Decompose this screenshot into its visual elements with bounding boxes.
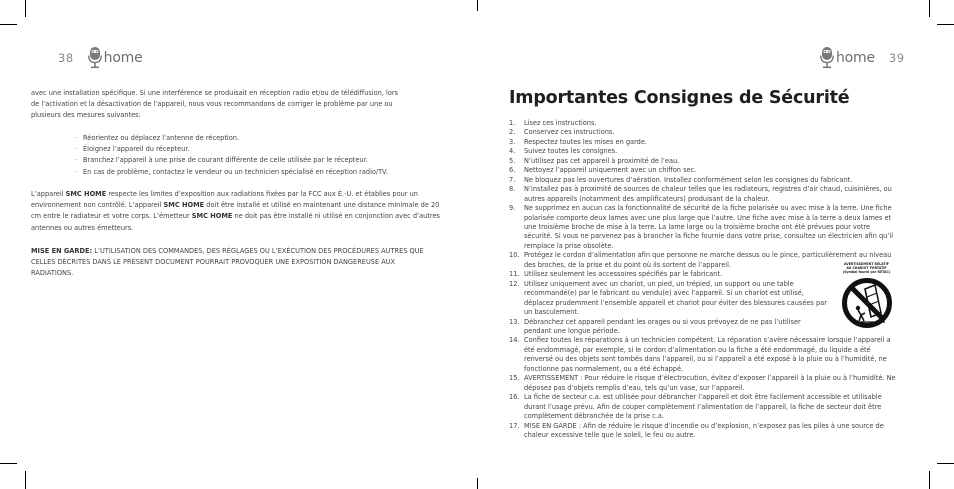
caution-text: L’UTILISATION DES COMMANDES, DES RÉGLAGES OU L’EXÉCUTION DES PROCÉDURES AUTRES QUE CELLES DÉCRITES DANS LE PRÉSENT DOCUMENT POURRAIT PROVOQUER UNE EXPOSITION DANGEREUSE AUX RADIATIONS. xyxy=(31,247,424,278)
fcc-text: L’appareil xyxy=(31,190,66,198)
measures-list xyxy=(75,133,455,178)
microphone-logo-icon xyxy=(88,47,102,69)
bullet-item: · En cas de problème, contactez le vendeur ou un technicien spécialisé en réception radio/TV. xyxy=(75,167,455,178)
caution-paragraph xyxy=(31,246,431,280)
list-item: 10. Protégez le cordon d’alimentation afin que personne ne marche dessus ou le pince, particulièrement au niveau des broches, de la prise et du point où ils sortent de l’appareil. xyxy=(509,251,892,269)
list-item: 12. Utilisez uniquement avec un chariot, un pied, un trépied, un support ou une table recommandé(e) par le fabricant ou vendu(e) avec l’appareil. Si un chariot est utilisé, déplacez prudemment l’ensemble appareil et chariot pour éviter des blessures causées par un basculement. xyxy=(509,279,827,317)
fcc-text: doit être installé et utilisé en maintenant une distance minimale de 20 cm entre le radiateur et votre corps. L’émetteur xyxy=(31,201,440,221)
list-item: 8. N’installez pas à proximité de sources de chaleur telles que les radiateurs, registres d’air chaud, cuisinières, ou autres appareils (notamment des amplificateurs) produisant de la chaleur. xyxy=(509,185,892,203)
list-item: 11. Utilisez seulement les accessoires spécifiés par le fabricant. xyxy=(509,270,723,279)
list-item: 16. La fiche de secteur c.a. est utilisée pour débrancher l’appareil et doit être facilement accessible et utilisable durant l’usage prévu. Afin de couper complètement l’alimentation de l’appareil, la fiche de secteur doit être complètement débranchée de la prise c.a. xyxy=(509,393,882,421)
list-item: 15. AVERTISSEMENT : Pour réduire le risque d’électrocution, évitez d’exposer l’appareil à la pluie ou à l’humidité. Ne déposez pas d’objets remplis d’eau, tels qu’un vase, sur l’appareil. xyxy=(509,374,896,392)
page-title: Importantes Consignes de Sécurité xyxy=(509,88,850,108)
intro-paragraph xyxy=(31,88,451,122)
list-item: 2. Conservez ces instructions. xyxy=(509,128,615,137)
home-logo xyxy=(88,47,143,69)
list-item: 3. Respectez toutes les mises en garde. xyxy=(509,137,648,146)
list-item: 6. Nettoyez l’appareil uniquement avec un chiffon sec. xyxy=(509,166,697,175)
brand-name: SMC HOME xyxy=(163,201,205,210)
bullet-item: · Branchez l’appareil à une prise de courant différente de celle utilisée par le récepteur. xyxy=(75,155,455,166)
bullet-item: · Réorientez ou déplacez l’antenne de réception. xyxy=(75,133,455,144)
fcc-text: respecte les limites d’exposition aux radiations fixées par la FCC aux É.-U. et établies pour un environnement non contrôlé. L’appareil xyxy=(31,190,418,210)
home-logo xyxy=(820,47,875,69)
intro-line: avec une installation spécifique. Si une interférence se produisait en réception radio et/ou de télédiffusion, lors xyxy=(31,89,399,97)
list-item: 14. Confiez toutes les réparations à un technicien compétent. La réparation s’avère nécessaire lorsque l’appareil a été endommagé, par exemple, si le cordon d’alimentation ou la fiche a été endommagé, du liquide a été renversé ou des objets sont tombés dans l’appareil, ou si l’appareil a été exposé à la pluie ou à l’humidité, ne fonctionne pas normalement, ou a été échappé. xyxy=(509,336,891,373)
page-header xyxy=(58,47,143,69)
logo-text: home xyxy=(103,50,143,66)
cart-warning-figure xyxy=(839,262,894,333)
right-page xyxy=(477,0,954,489)
page-number: 39 xyxy=(888,51,905,65)
list-item: 17. MISE EN GARDE : Afin de réduire le risque d’incendie ou d’explosion, n’exposez pas les piles à une source de chaleur excessive telle que le soleil, le feu ou autre. xyxy=(509,421,884,439)
tip-over-cart-warning-icon xyxy=(841,277,893,329)
list-item: 13. Débranchez cet appareil pendant les orages ou si vous prévoyez de ne pas l’utiliser pendant une longue période. xyxy=(509,317,801,335)
page-header xyxy=(820,47,905,69)
brand-name: SMC HOME xyxy=(191,212,233,221)
intro-line: plusieurs des mesures suivantes: xyxy=(31,111,141,120)
list-item: 4. Suivez toutes les consignes. xyxy=(509,147,618,156)
bullet-item: · Éloignez l’appareil du récepteur. xyxy=(75,144,455,155)
caution-label: MISE EN GARDE: xyxy=(31,247,93,255)
fcc-text: ne doit pas être installé ni utilisé en conjonction avec d’autres antennes ou autres émetteurs. xyxy=(31,212,440,232)
cart-warning-caption: AVERTISSEMENT RELATIF AU CHARIOT PORTATIF (Symbol fourni par RETAC) xyxy=(842,262,891,274)
intro-line: de l’activation et la désactivation de l’appareil, nous vous recommandons de corriger le problème par une ou xyxy=(31,100,393,109)
page-number: 38 xyxy=(58,51,74,65)
brand-name: SMC HOME xyxy=(65,190,107,198)
list-item: 9. Ne supprimez en aucun cas la fonctionnalité de sécurité de la fiche polarisée ou avec mise à la terre. Une fiche polarisée comporte deux lames avec une plus large que l’autre. Une fiche avec mise à la terre a deux lames et une troisième broche de mise à la terre. La lame large ou la troisième broche ont été prévues pour votre sécurité. Si vous ne parvenez pas à brancher la fiche fournie dans votre prise, consultez un électricien afin qu’il remplace la prise obsolète. xyxy=(509,204,894,250)
list-item: 1. Lisez ces instructions. xyxy=(509,119,597,127)
list-item: 5. N’utilisez pas cet appareil à proximité de l’eau. xyxy=(509,156,680,165)
logo-text: home xyxy=(836,50,875,66)
microphone-logo-icon xyxy=(820,47,834,69)
fcc-paragraph xyxy=(31,189,446,234)
list-item: 7. Ne bloquez pas les ouvertures d’aération. Installez conformément selon les consignes du fabricant. xyxy=(509,175,853,184)
